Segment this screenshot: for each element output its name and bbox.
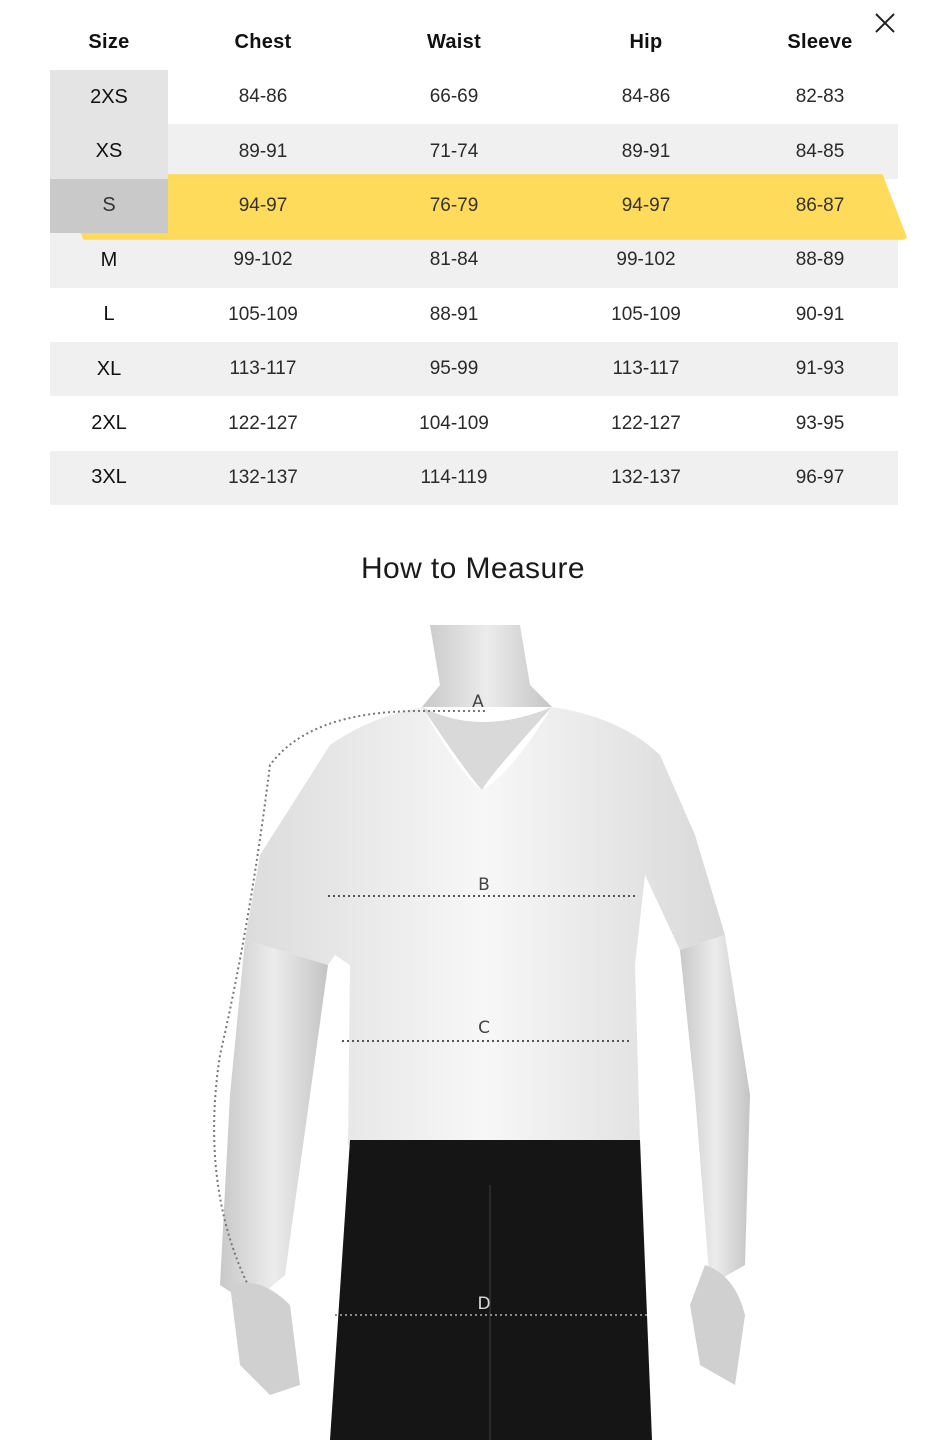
sleeve-cell: 86-87 xyxy=(795,194,845,216)
how-to-measure-title: How to Measure xyxy=(360,552,586,585)
waist-cell: 95-99 xyxy=(429,358,479,380)
header-chest: Chest xyxy=(234,30,292,53)
measurement-illustration xyxy=(190,625,750,1440)
waist-cell: 104-109 xyxy=(419,412,489,434)
waist-cell: 66-69 xyxy=(429,86,479,108)
hip-cell: 84-86 xyxy=(621,86,671,108)
size-cell: XS xyxy=(95,140,123,163)
chest-cell: 84-86 xyxy=(238,86,288,108)
sleeve-cell: 84-85 xyxy=(795,140,845,162)
size-cell: M xyxy=(100,248,118,271)
waist-cell: 71-74 xyxy=(429,140,479,162)
chest-cell: 94-97 xyxy=(238,194,288,216)
size-cell: 2XL xyxy=(91,412,127,435)
table-row xyxy=(50,342,898,396)
header-hip: Hip xyxy=(629,30,663,53)
hip-cell: 89-91 xyxy=(621,140,671,162)
waist-cell: 76-79 xyxy=(429,194,479,216)
sleeve-cell: 82-83 xyxy=(795,86,845,108)
table-row xyxy=(50,70,898,124)
sleeve-cell: 96-97 xyxy=(795,466,845,488)
hip-cell: 105-109 xyxy=(611,303,681,325)
hip-cell: 113-117 xyxy=(612,358,680,380)
size-cell: S xyxy=(102,194,116,217)
sleeve-cell: 88-89 xyxy=(795,249,845,271)
size-cell: L xyxy=(103,303,115,326)
chest-cell: 105-109 xyxy=(228,303,298,325)
chest-cell: 89-91 xyxy=(238,140,288,162)
table-header-row xyxy=(50,14,898,70)
hip-cell: 132-137 xyxy=(611,466,681,488)
sleeve-cell: 91-93 xyxy=(795,358,845,380)
header-sleeve: Sleeve xyxy=(787,30,853,53)
measure-label-d: D xyxy=(477,1294,491,1314)
sleeve-cell: 93-95 xyxy=(795,412,845,434)
waist-cell: 81-84 xyxy=(429,249,479,271)
chest-cell: 113-117 xyxy=(229,358,297,380)
table-row xyxy=(50,451,898,505)
header-waist: Waist xyxy=(426,30,482,53)
table-row xyxy=(50,288,898,342)
chest-cell: 122-127 xyxy=(228,412,298,434)
measure-label-b: B xyxy=(478,875,490,895)
mannequin-illustration xyxy=(190,625,750,1440)
chest-cell: 99-102 xyxy=(233,249,293,271)
measure-label-a: A xyxy=(472,692,484,712)
size-cell: 3XL xyxy=(91,466,127,489)
size-cell: XL xyxy=(96,357,122,380)
waist-cell: 114-119 xyxy=(420,466,488,488)
measure-label-c: C xyxy=(478,1018,490,1038)
chest-cell: 132-137 xyxy=(228,466,298,488)
table-row xyxy=(50,233,898,287)
hip-cell: 122-127 xyxy=(611,412,681,434)
size-chart-table xyxy=(50,14,898,505)
waist-cell: 88-91 xyxy=(429,303,479,325)
sleeve-cell: 90-91 xyxy=(795,303,845,325)
table-row xyxy=(50,396,898,450)
header-size: Size xyxy=(88,30,130,53)
size-cell: 2XS xyxy=(90,85,128,108)
hip-cell: 99-102 xyxy=(616,249,676,271)
table-row xyxy=(50,124,898,178)
hip-cell: 94-97 xyxy=(621,194,671,216)
